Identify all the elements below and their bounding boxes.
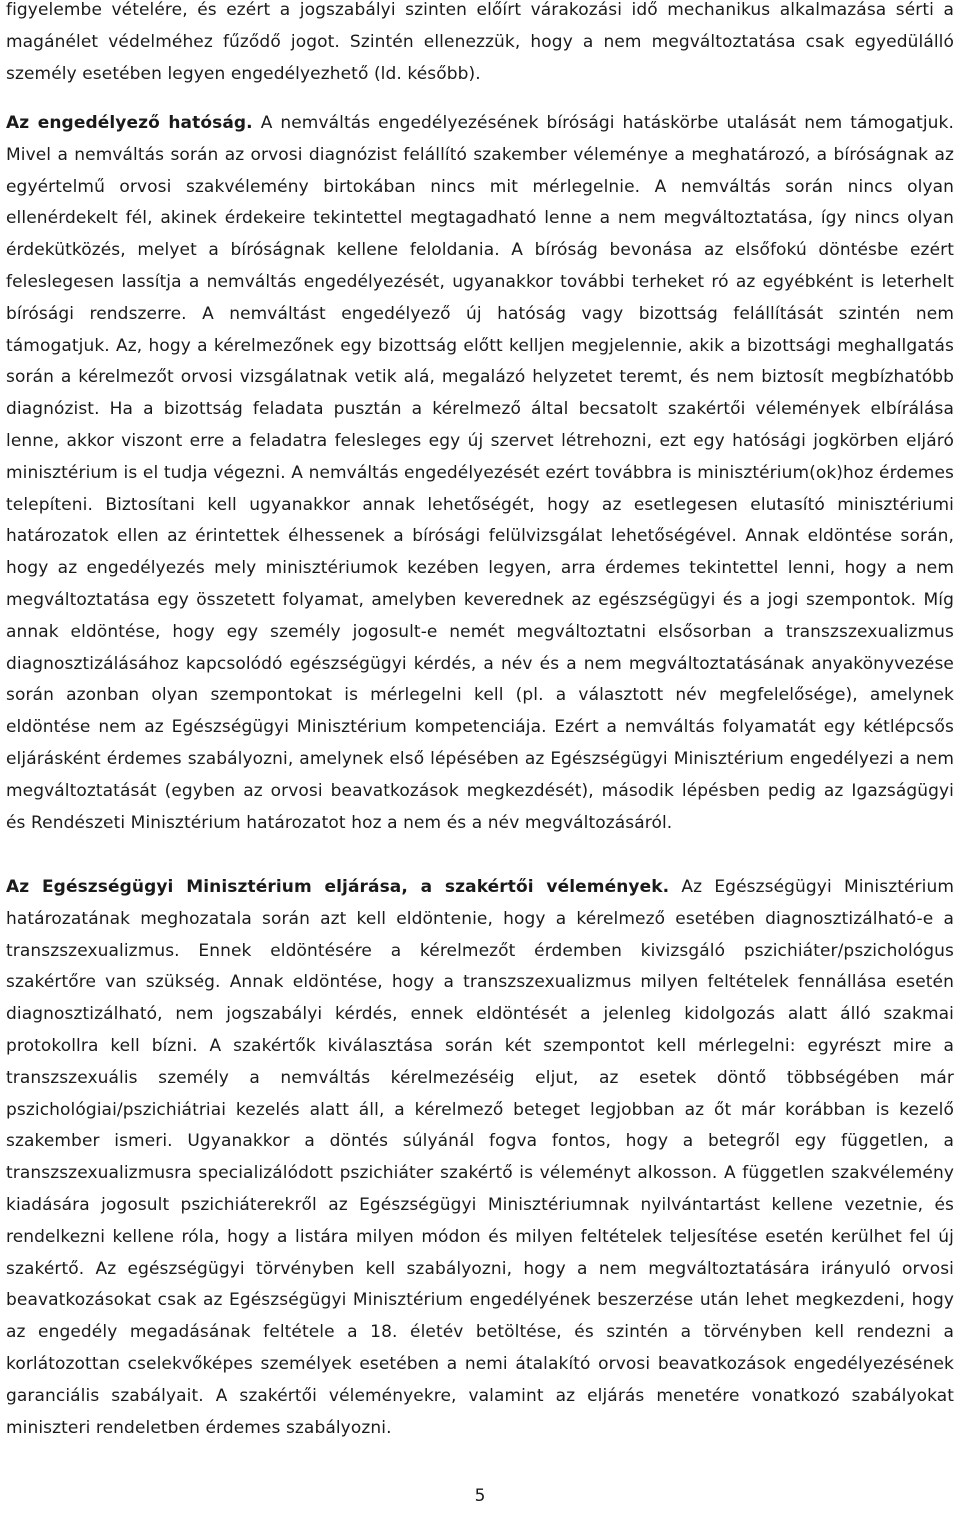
intro-paragraph	[6, 0, 954, 90]
page-number: 5	[474, 1486, 486, 1506]
intro-text: figyelembe vételére, és ezért a jogszabályi szinten előírt várakozási idő mechanikus alkalmazása sérti a magánélet védelméhez fűződő jogot. Szintén ellenezzük, hogy a nem megváltoztatása csak egyedülálló személy esetében legyen engedélyezhető (ld. később).	[6, 0, 954, 84]
authority-text: A nemváltás engedélyezésének bírósági hatáskörbe utalását nem támogatjuk. Mivel a nemváltás során az orvosi diagnózist felállító szakember véleménye a meghatározó, a bíróságnak az egyértelmű orvosi szakvélemény birtokában nincs mit mérlegelnie. A nemváltás során nincs olyan ellenérdekelt fél, akinek érdekeire tekintettel megtagadható lenne a nem megváltoztatása, így nincs olyan érdekütközés, melyet a bíróságnak kellene feloldania. A bíróság bevonása az elsőfokú döntésbe ezért feleslegesen lassítja a nemváltás engedélyezését, ugyanakkor további terheket ró az egyébként is leterhelt bírósági rendszerre. A nemváltást engedélyező új hatóság vagy bizottság felállítását szintén nem támogatjuk. Az, hogy a kérelmezőnek egy bizottság előtt kelljen megjelennie, akik a bizottsági meghallgatás során a kérelmezőt orvosi vizsgálatnak vetik alá, megalázó helyzetet teremt, és nem biztosít megbízhatóbb diagnózist. Ha a bizottság feladata pusztán a kérelmező által becsatolt szakértői vélemények elbírálása lenne, akkor viszont erre a feladatra felesleges egy új szervet létrehozni, ezt egy hatósági jogkörben eljáró minisztérium is el tudja végezni. A nemváltás engedélyezését ezért továbbra is minisztérium(ok)hoz érdemes telepíteni. Biztosítani kell ugyanakkor annak lehetőségét, hogy az esetlegesen elutasító minisztériumi határozatok ellen az érintettek élhessenek a bírósági felülvizsgálat lehetőségével. Annak eldöntése során, hogy az engedélyezés mely minisztériumok kezében legyen, arra érdemes tekintettel lenni, hogy a nem megváltoztatása egy összetett folyamat, amelyben keverednek az egészségügyi és a jogi szempontok. Míg annak eldöntése, hogy egy személy jogosult-e nemét megváltoztatni elsősorban a transzszexualizmus diagnosztizálásához kapcsolódó egészségügyi kérdés, a név és a nem megváltoztatásának anyakönyvezése során azonban olyan szempontokat is mérlegelni kell (pl. a választott név megfelelősége), amelynek eldöntése nem az Egészségügyi Minisztérium kompetenciája. Ezért a nemváltás folyamatát egy kétlépcsős eljárásként érdemes szabályozni, amelynek első lépésében az Egészségügyi Minisztérium engedélyezi a nem megváltoztatását (egyben az orvosi beavatkozások megkezdését), második lépésben pedig az Igazságügyi és Rendészeti Minisztérium határozatot hoz a nem és a név megváltozásáról.	[6, 113, 955, 833]
ministry-paragraph	[6, 872, 954, 1444]
authority-paragraph	[6, 108, 954, 839]
authority-heading: Az engedélyező hatóság.	[6, 113, 253, 133]
ministry-heading: Az Egészségügyi Minisztérium eljárása, a szakértői vélemények.	[6, 877, 670, 897]
ministry-text: Az Egészségügyi Minisztérium határozatának meghozatala során azt kell eldöntenie, hogy a kérelmező esetében diagnosztizálható-e a transzszexualizmus. Ennek eldöntésére a kérelmezőt érdemben kivizsgáló pszichiáter/pszichológus szakértőre van szükség. Annak eldöntése, hogy a transzszexualizmus milyen feltételek fennállása esetén diagnosztizálható, nem jogszabályi kérdés, ennek eldöntését a jelenleg kidolgozás alatt álló szakmai protokollra kell bízni. A szakértők kiválasztása során két szempontot kell mérlegelni: egyrészt mire a transzszexuális személy a nemváltás kérelmezéséig eljut, az esetek döntő többségében már pszichológiai/pszichiátriai kezelés alatt áll, a kérelmező beteget legjobban az őt már korábban is kezelő szakember ismeri. Ugyanakkor a döntés súlyánál fogva fontos, hogy a betegről egy független, a transzszexualizmusra specializálódott pszichiáter szakértő is véleményt alkosson. A független szakvélemény kiadására jogosult pszichiáterekről az Egészségügyi Minisztériumnak nyilvántartást kellene vezetnie, és rendelkezni kellene róla, hogy a listára milyen módon és milyen feltételek teljesítése esetén kerülhet fel új szakértő. Az egészségügyi törvényben kell szabályozni, hogy a nem megváltoztatására irányuló orvosi beavatkozásokat csak az Egészségügyi Minisztérium engedélyének beszerzése után lehet megkezdeni, hogy az engedély megadásának feltétele a 18. életév betöltése, és szintén a törvényben kell rendezni a korlátozottan cselekvőképes személyek esetében a nemi átalakító orvosi beavatkozások engedélyezésének garanciális szabályait. A szakértői véleményekre, valamint az eljárás menetére vonatkozó szabályokat miniszteri rendeletben érdemes szabályozni.	[6, 877, 955, 1438]
